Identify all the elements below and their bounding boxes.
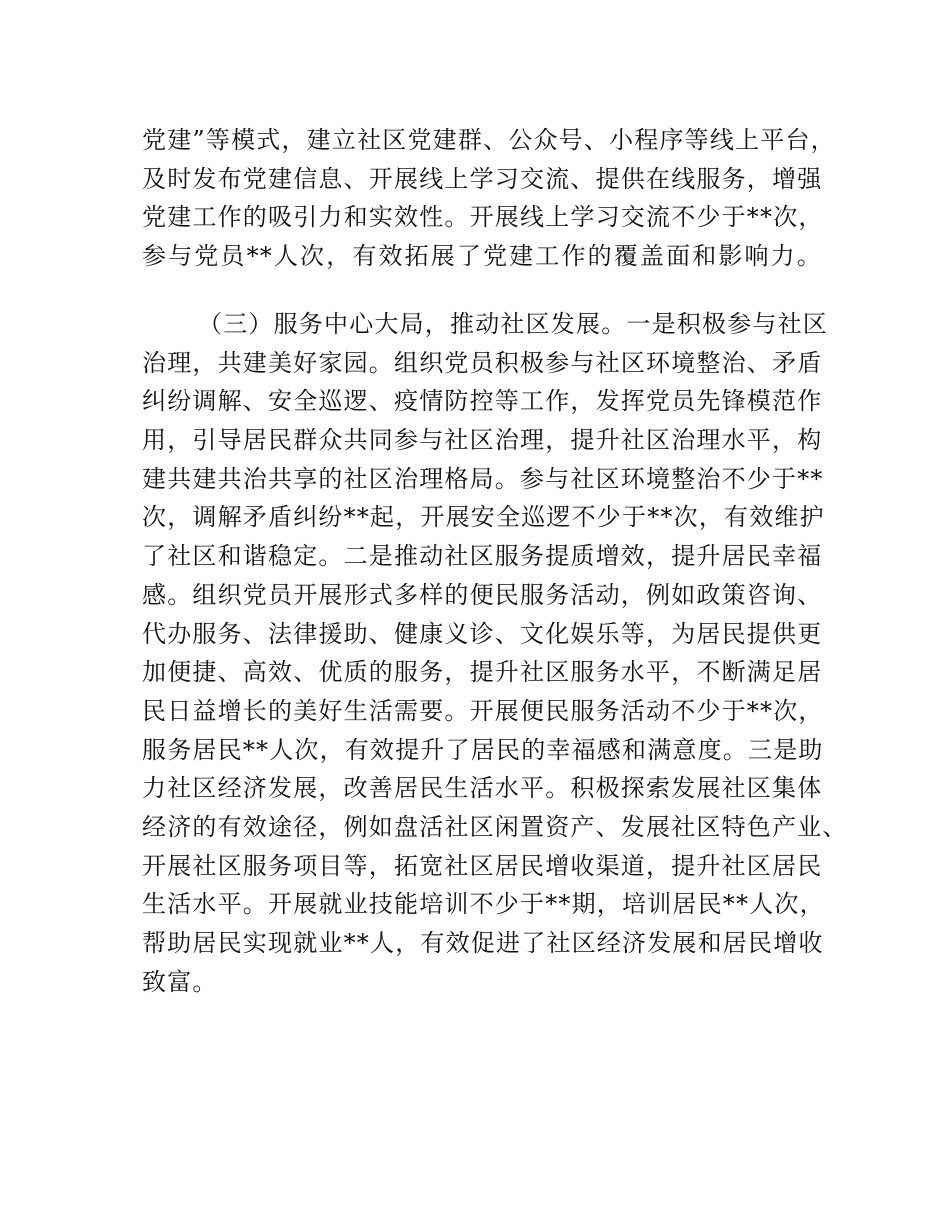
text-line-last: 致富。 (142, 967, 218, 996)
text-line: 党建工作的吸引力和实效性。开展线上学习交流不少于**次， (142, 203, 824, 232)
text-line: 帮助居民实现就业**人，有效促进了社区经济发展和居民增收 (142, 929, 824, 957)
text-line: 治理，共建美好家园。组织党员积极参与社区环境整治、矛盾 (142, 348, 823, 377)
text-line: 感。组织党员开展形式多样的便民服务活动，例如政策咨询、 (142, 580, 823, 609)
text-line: 纠纷调解、安全巡逻、疫情防控等工作，发挥党员先锋模范作 (142, 387, 823, 416)
text-line: 经济的有效途径，例如盘活社区闲置资产、发展社区特色产业、 (142, 812, 848, 841)
text-line: 建共建共治共享的社区治理格局。参与社区环境整治不少于** (142, 464, 824, 493)
text-line: 参与党员**人次，有效拓展了党建工作的覆盖面和影响力。 (142, 242, 822, 271)
text-line: 民日益增长的美好生活需要。开展便民服务活动不少于**次， (142, 696, 824, 725)
text-line: 代办服务、法律援助、健康义诊、文化娱乐等，为居民提供更 (142, 619, 823, 648)
text-line: 加便捷、高效、优质的服务，提升社区服务水平，不断满足居 (142, 658, 823, 687)
text-line: 力社区经济发展，改善居民生活水平。积极探索发展社区集体 (142, 774, 823, 803)
text-line: 服务居民**人次，有效提升了居民的幸福感和满意度。三是助 (142, 735, 824, 764)
text-line: 开展社区服务项目等，拓宽社区居民增收渠道，提升社区居民 (142, 851, 823, 880)
text-line: 次，调解矛盾纠纷**起，开展安全巡逻不少于**次，有效维护 (142, 503, 825, 532)
section-heading-line: （三）服务中心大局，推动社区发展。一是积极参与社区 (198, 310, 828, 338)
paragraph-online-party-building (142, 121, 836, 276)
paragraph-serve-community-development (142, 305, 848, 1001)
text-line: 党建”等模式，建立社区党建群、公众号、小程序等线上平台， (142, 126, 836, 154)
text-line: 及时发布党建信息、开展线上学习交流、提供在线服务，增强 (142, 164, 823, 193)
text-line: 用，引导居民群众共同参与社区治理，提升社区治理水平，构 (142, 426, 823, 455)
text-line: 了社区和谐稳定。二是推动社区服务提质增效，提升居民幸福 (142, 542, 823, 571)
text-line: 生活水平。开展就业技能培训不少于**期，培训居民**人次， (142, 890, 825, 919)
